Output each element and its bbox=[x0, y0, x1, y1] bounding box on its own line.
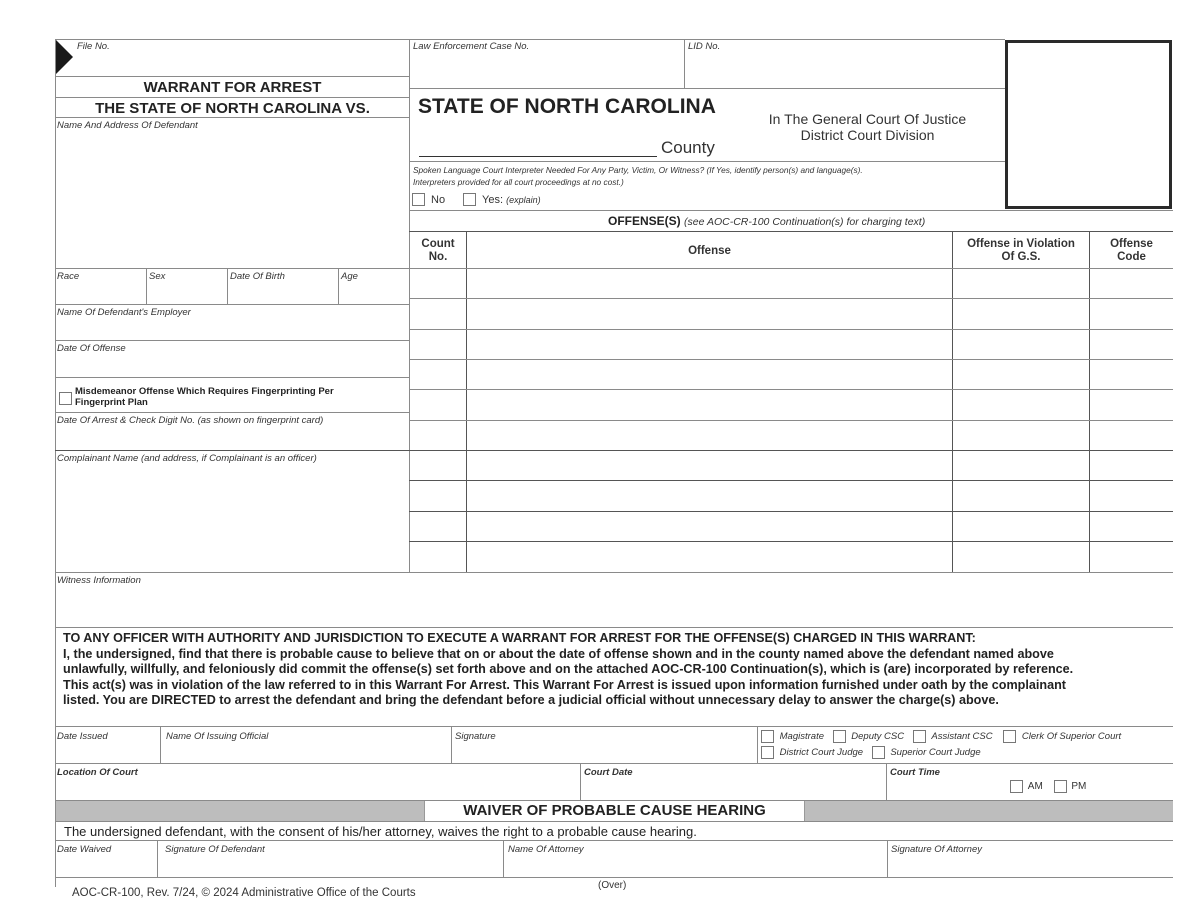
issuing-official-label: Name Of Issuing Official bbox=[166, 731, 269, 742]
col-header-gs-l2: Of G.S. bbox=[1001, 251, 1041, 263]
gs-cell[interactable] bbox=[953, 451, 1089, 480]
clerk-superior-court-label: Clerk Of Superior Court bbox=[1021, 731, 1122, 743]
interpreter-yes-text: Yes: bbox=[482, 194, 504, 206]
date-of-arrest-label: Date Of Arrest & Check Digit No. (as shown on fingerprint card) bbox=[57, 415, 324, 426]
state-heading: STATE OF NORTH CAROLINA bbox=[418, 95, 716, 118]
order-line4: This act(s) was in violation of the law referred to in this Warrant For Arrest. This Warrant For Arrest is issued upon information furnished under oath by the complainant bbox=[63, 677, 1066, 692]
col-header-count-l1: Count bbox=[421, 238, 455, 250]
gs-cell[interactable] bbox=[953, 421, 1089, 450]
signature-defendant-field[interactable] bbox=[160, 856, 500, 876]
rule bbox=[55, 763, 1173, 764]
rule bbox=[157, 840, 158, 877]
magistrate-checkbox[interactable] bbox=[761, 730, 774, 743]
interpreter-yes-checkbox[interactable] bbox=[463, 193, 476, 206]
form-id-footer: AOC-CR-100, Rev. 7/24, © 2024 Administrative Office of the Courts bbox=[72, 887, 416, 899]
court-name-line2: District Court Division bbox=[800, 127, 935, 143]
deputy-csc-label: Deputy CSC bbox=[851, 731, 905, 743]
col-header-gs bbox=[953, 238, 1089, 264]
left-border bbox=[55, 39, 56, 887]
location-of-court-label: Location Of Court bbox=[57, 767, 138, 778]
rule bbox=[227, 268, 228, 304]
waiver-bar-left bbox=[56, 801, 424, 821]
count-cell[interactable] bbox=[410, 269, 466, 298]
date-waived-label: Date Waived bbox=[57, 844, 112, 855]
court-date-field[interactable] bbox=[583, 779, 883, 797]
lid-field[interactable] bbox=[687, 53, 1005, 86]
defendant-name-address-label: Name And Address Of Defendant bbox=[57, 120, 198, 131]
count-cell[interactable] bbox=[410, 451, 466, 480]
employer-field[interactable] bbox=[57, 319, 407, 339]
gs-cell[interactable] bbox=[953, 481, 1089, 510]
am-label: AM bbox=[1027, 781, 1043, 793]
rule bbox=[55, 377, 409, 378]
code-cell[interactable] bbox=[1090, 330, 1173, 359]
gs-cell[interactable] bbox=[953, 512, 1089, 541]
col-header-code bbox=[1090, 238, 1173, 264]
rule bbox=[55, 627, 1173, 628]
offense-cell[interactable] bbox=[467, 269, 952, 298]
gs-cell[interactable] bbox=[953, 330, 1089, 359]
code-cell[interactable] bbox=[1090, 512, 1173, 541]
rule bbox=[886, 763, 887, 800]
age-label: Age bbox=[341, 271, 358, 282]
county-label: County bbox=[661, 138, 715, 157]
signature-attorney-label: Signature Of Attorney bbox=[891, 844, 983, 855]
rule bbox=[503, 840, 504, 877]
deputy-csc-checkbox[interactable] bbox=[833, 730, 846, 743]
complainant-label: Complainant Name (and address, if Complainant is an officer) bbox=[57, 453, 317, 464]
code-cell[interactable] bbox=[1090, 481, 1173, 510]
rule bbox=[580, 763, 581, 800]
col-header-count-l2: No. bbox=[428, 251, 448, 263]
gs-cell[interactable] bbox=[953, 390, 1089, 419]
file-number-label: File No. bbox=[77, 41, 110, 52]
code-cell[interactable] bbox=[1090, 360, 1173, 389]
magistrate-label: Magistrate bbox=[779, 731, 824, 743]
age-field[interactable] bbox=[340, 283, 408, 303]
table-row bbox=[410, 512, 1173, 541]
interpreter-yes-label bbox=[482, 194, 541, 206]
dob-field[interactable] bbox=[229, 283, 337, 303]
superior-court-judge-label: Superior Court Judge bbox=[890, 747, 981, 759]
witness-field[interactable] bbox=[57, 588, 1171, 624]
gs-cell[interactable] bbox=[953, 299, 1089, 328]
count-cell[interactable] bbox=[410, 390, 466, 419]
col-header-code-l2: Code bbox=[1117, 251, 1146, 263]
rule bbox=[55, 117, 409, 118]
defendant-name-address-field[interactable] bbox=[57, 133, 407, 265]
code-cell[interactable] bbox=[1090, 390, 1173, 419]
date-of-arrest-field[interactable] bbox=[57, 428, 407, 448]
count-cell[interactable] bbox=[410, 512, 466, 541]
col-header-offense: Offense bbox=[688, 245, 731, 257]
employer-label: Name Of Defendant's Employer bbox=[57, 307, 191, 318]
offense-cell[interactable] bbox=[467, 542, 952, 571]
complainant-field[interactable] bbox=[57, 466, 407, 570]
count-cell[interactable] bbox=[410, 421, 466, 450]
rule bbox=[160, 726, 161, 763]
signature-label: Signature bbox=[455, 731, 496, 742]
rule bbox=[55, 450, 409, 451]
rule bbox=[55, 97, 409, 98]
court-time-label: Court Time bbox=[890, 767, 940, 778]
table-row bbox=[410, 542, 1173, 571]
offenses-heading bbox=[608, 214, 925, 228]
form-title: WARRANT FOR ARREST bbox=[143, 79, 322, 96]
rule bbox=[55, 572, 1173, 573]
superior-court-judge-checkbox[interactable] bbox=[872, 746, 885, 759]
lid-label: LID No. bbox=[688, 41, 721, 52]
rule bbox=[55, 840, 1173, 841]
rule bbox=[55, 268, 409, 269]
col-header-gs-l1: Offense in Violation bbox=[967, 238, 1075, 250]
am-checkbox[interactable] bbox=[1010, 780, 1023, 793]
offense-cell[interactable] bbox=[467, 330, 952, 359]
date-of-offense-label: Date Of Offense bbox=[57, 343, 126, 354]
court-name bbox=[745, 111, 990, 143]
top-border bbox=[55, 39, 1005, 40]
col-header-count bbox=[410, 238, 466, 264]
file-number-field[interactable] bbox=[75, 52, 405, 74]
count-cell[interactable] bbox=[410, 360, 466, 389]
gs-cell[interactable] bbox=[953, 360, 1089, 389]
order-line3: unlawfully, willfully, and feloniously did commit the offense(s) set forth above and on the attached AOC-CR-100 Continuation(s), which is (are) incorporated by reference. bbox=[63, 662, 1074, 676]
table-row bbox=[410, 360, 1173, 389]
offense-cell[interactable] bbox=[467, 421, 952, 450]
offenses-heading-title: OFFENSE(S) bbox=[608, 214, 681, 228]
photo-box bbox=[1005, 40, 1172, 209]
rule bbox=[55, 821, 1173, 822]
over-indicator: (Over) bbox=[598, 880, 627, 891]
offense-cell[interactable] bbox=[467, 512, 952, 541]
fingerprint-label bbox=[75, 386, 334, 408]
attorney-name-field[interactable] bbox=[506, 856, 884, 876]
code-cell[interactable] bbox=[1090, 542, 1173, 571]
role-options-row2 bbox=[761, 746, 981, 759]
rule bbox=[409, 210, 1173, 211]
offense-cell[interactable] bbox=[467, 299, 952, 328]
rule bbox=[55, 726, 1173, 727]
code-cell[interactable] bbox=[1090, 299, 1173, 328]
assistant-csc-label: Assistant CSC bbox=[931, 731, 993, 743]
am-pm-options bbox=[1010, 780, 1086, 793]
rule bbox=[684, 39, 685, 88]
code-cell[interactable] bbox=[1090, 421, 1173, 450]
interpreter-no-checkbox[interactable] bbox=[412, 193, 425, 206]
court-time-field[interactable] bbox=[889, 779, 1004, 797]
waiver-statement: The undersigned defendant, with the consent of his/her attorney, waives the right to a probable cause hearing. bbox=[64, 824, 697, 839]
pm-checkbox[interactable] bbox=[1054, 780, 1067, 793]
gs-cell[interactable] bbox=[953, 542, 1089, 571]
col-header-code-l1: Offense bbox=[1110, 238, 1153, 250]
date-waived-field[interactable] bbox=[57, 856, 155, 876]
waiver-bar-right bbox=[805, 801, 1173, 821]
code-cell[interactable] bbox=[1090, 451, 1173, 480]
district-court-judge-checkbox[interactable] bbox=[761, 746, 774, 759]
offenses-heading-note: (see AOC-CR-100 Continuation(s) for charging text) bbox=[684, 216, 926, 228]
district-court-judge-label: District Court Judge bbox=[779, 747, 864, 759]
rule bbox=[409, 231, 1173, 232]
court-name-line1: In The General Court Of Justice bbox=[768, 111, 967, 127]
date-of-offense-field[interactable] bbox=[57, 355, 407, 375]
table-row bbox=[410, 299, 1173, 328]
rule bbox=[887, 840, 888, 877]
order-line1: TO ANY OFFICER WITH AUTHORITY AND JURISDICTION TO EXECUTE A WARRANT FOR ARREST FOR THE OFFENSE(S) CHARGED IN THIS WARRANT: bbox=[63, 631, 976, 645]
order-line5: listed. You are DIRECTED to arrest the defendant and bring the defendant before a judicial official without unnecessary delay to answer the charge(s) above. bbox=[63, 693, 999, 707]
race-field[interactable] bbox=[57, 283, 145, 303]
rule bbox=[146, 268, 147, 304]
county-underline[interactable] bbox=[419, 156, 657, 157]
rule bbox=[55, 877, 1173, 878]
rule bbox=[409, 161, 1006, 162]
fingerprint-checkbox[interactable] bbox=[59, 392, 72, 405]
rule bbox=[451, 726, 452, 763]
location-of-court-field[interactable] bbox=[57, 779, 577, 797]
count-cell[interactable] bbox=[410, 542, 466, 571]
table-row bbox=[410, 269, 1173, 298]
signature-field[interactable] bbox=[454, 743, 754, 761]
offense-cell[interactable] bbox=[467, 360, 952, 389]
table-row bbox=[410, 481, 1173, 510]
interpreter-no-label: No bbox=[431, 194, 446, 206]
clerk-superior-court-checkbox[interactable] bbox=[1003, 730, 1016, 743]
order-line2: I, the undersigned, find that there is probable cause to believe that on or about the date of offense shown and in the county named above the defendant named above bbox=[63, 646, 1054, 661]
law-enforcement-case-field[interactable] bbox=[412, 53, 682, 86]
offense-cell[interactable] bbox=[467, 481, 952, 510]
rule bbox=[409, 88, 1006, 89]
date-issued-label: Date Issued bbox=[57, 731, 108, 742]
table-row bbox=[410, 421, 1173, 450]
issuing-official-field[interactable] bbox=[163, 743, 448, 761]
offense-cell[interactable] bbox=[467, 451, 952, 480]
warrant-order-text bbox=[63, 631, 1173, 709]
table-row bbox=[410, 390, 1173, 419]
table-row bbox=[410, 451, 1173, 480]
role-options bbox=[761, 730, 1121, 743]
court-date-label: Court Date bbox=[584, 767, 633, 778]
rule bbox=[757, 726, 758, 763]
count-cell[interactable] bbox=[410, 299, 466, 328]
attorney-name-label: Name Of Attorney bbox=[508, 844, 584, 855]
sex-label: Sex bbox=[149, 271, 166, 282]
pm-label: PM bbox=[1071, 781, 1087, 793]
rule bbox=[55, 76, 409, 77]
race-label: Race bbox=[57, 271, 80, 282]
signature-defendant-label: Signature Of Defendant bbox=[165, 844, 265, 855]
offense-cell[interactable] bbox=[467, 390, 952, 419]
file-number-marker-icon bbox=[56, 40, 73, 74]
table-row bbox=[410, 330, 1173, 359]
fingerprint-label-line2: Fingerprint Plan bbox=[75, 397, 148, 408]
waiver-heading: WAIVER OF PROBABLE CAUSE HEARING bbox=[424, 801, 805, 821]
interpreter-yes-hint: (explain) bbox=[506, 195, 541, 205]
fingerprint-label-line1: Misdemeanor Offense Which Requires Fingerprinting Per bbox=[75, 386, 334, 397]
witness-label: Witness Information bbox=[57, 575, 141, 586]
date-issued-field[interactable] bbox=[57, 743, 157, 761]
signature-attorney-field[interactable] bbox=[890, 856, 1172, 876]
count-cell[interactable] bbox=[410, 481, 466, 510]
law-enforcement-case-label: Law Enforcement Case No. bbox=[413, 41, 530, 52]
interpreter-question-line2: Interpreters provided for all court proceedings at no cost.) bbox=[413, 177, 624, 187]
assistant-csc-checkbox[interactable] bbox=[913, 730, 926, 743]
rule bbox=[338, 268, 339, 304]
rule bbox=[55, 304, 409, 305]
sex-field[interactable] bbox=[148, 283, 226, 303]
state-vs-heading: THE STATE OF NORTH CAROLINA VS. bbox=[95, 100, 370, 117]
rule bbox=[55, 412, 409, 413]
dob-label: Date Of Birth bbox=[230, 271, 285, 282]
count-cell[interactable] bbox=[410, 330, 466, 359]
code-cell[interactable] bbox=[1090, 269, 1173, 298]
gs-cell[interactable] bbox=[953, 269, 1089, 298]
interpreter-question-line1: Spoken Language Court Interpreter Needed For Any Party, Victim, Or Witness? (If Yes, identify person(s) and language(s). bbox=[413, 165, 863, 175]
rule bbox=[55, 340, 409, 341]
